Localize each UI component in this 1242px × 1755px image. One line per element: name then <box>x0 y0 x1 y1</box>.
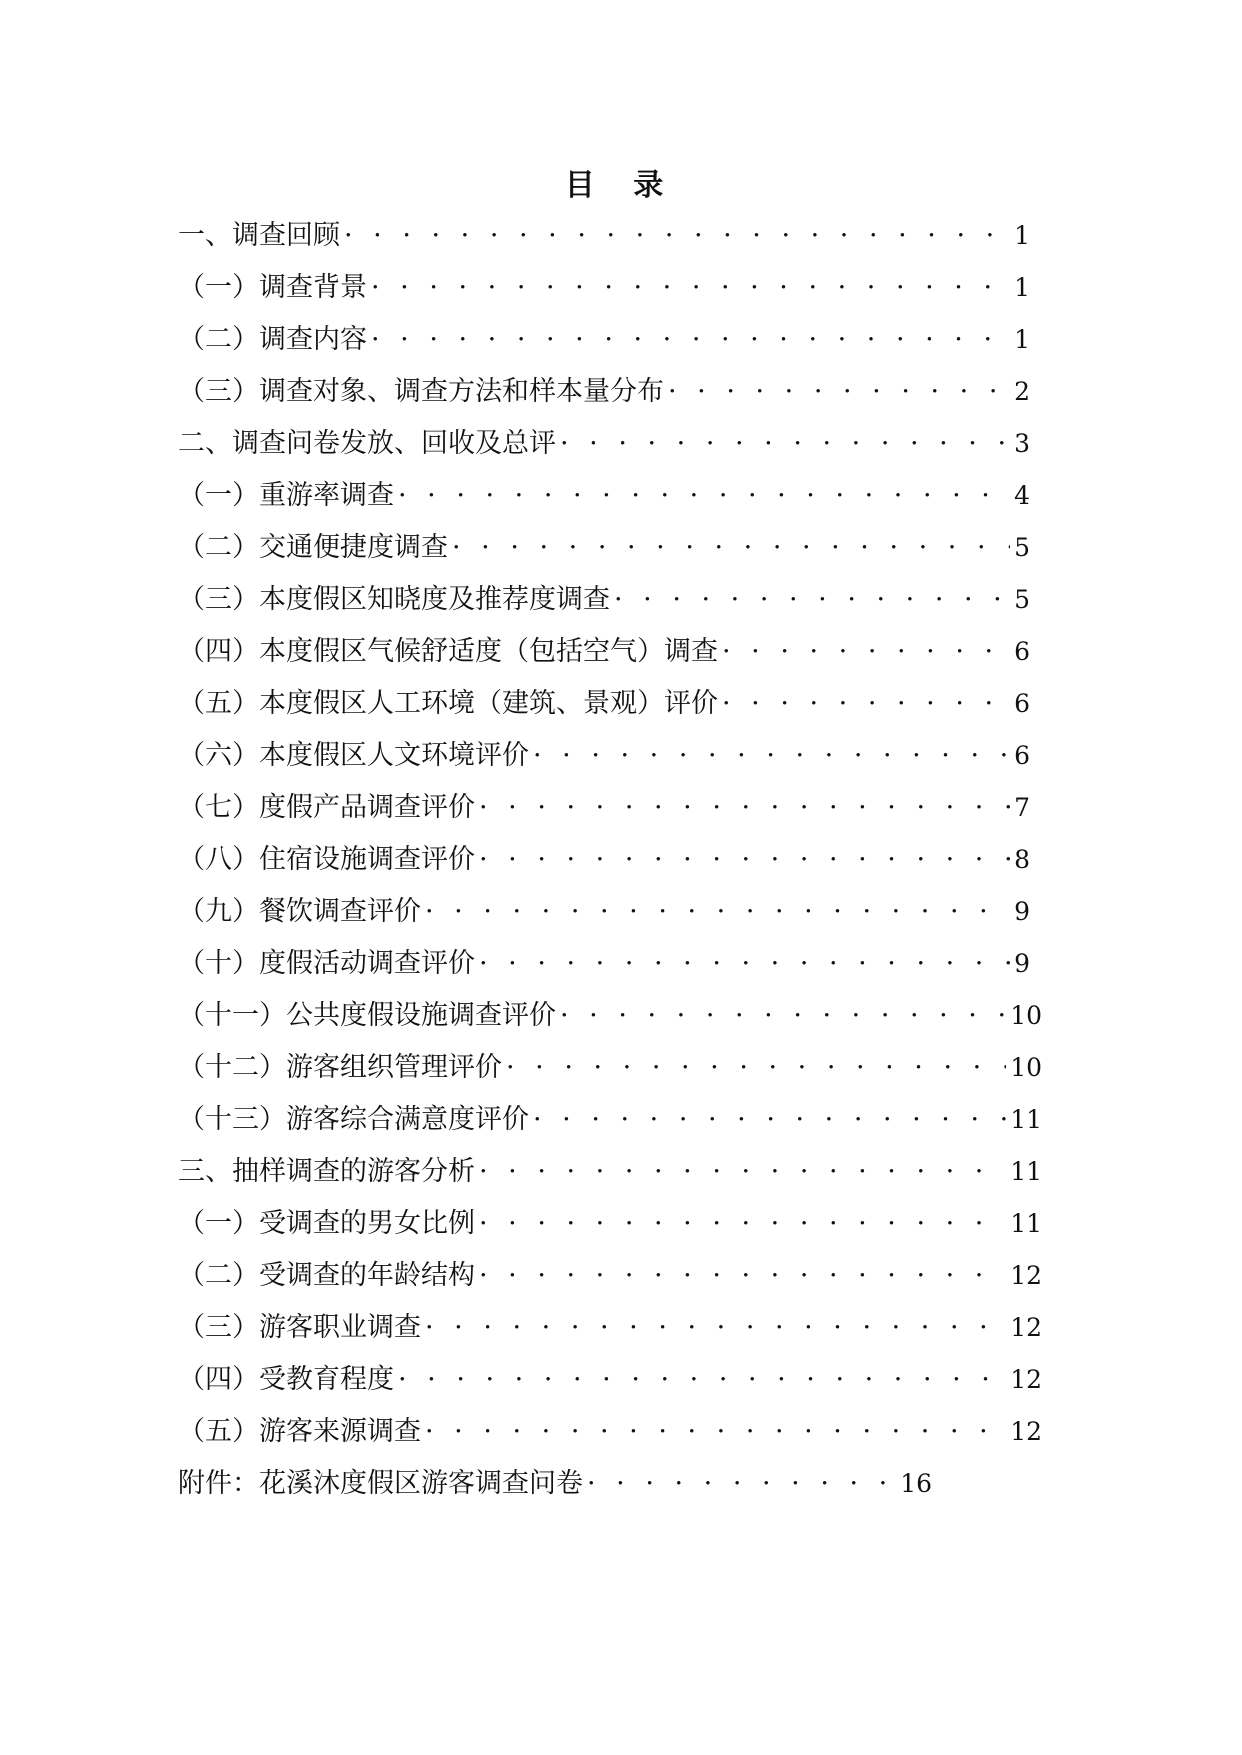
toc-leader-dots <box>425 892 1010 932</box>
toc-entry[interactable] <box>178 632 1030 672</box>
toc-entry[interactable] <box>178 944 1030 984</box>
toc-entry[interactable] <box>178 1464 932 1504</box>
toc-entry-label: （十）度假活动调查评价 <box>178 948 475 979</box>
toc-leader-dots <box>614 580 1010 620</box>
toc-entry-label: （一）受调查的男女比例 <box>178 1208 475 1239</box>
toc-entry[interactable] <box>178 424 1030 464</box>
toc-entry-label: （二）受调查的年龄结构 <box>178 1260 475 1291</box>
toc-entry[interactable] <box>178 996 1042 1036</box>
toc-entry-page: 2 <box>1014 377 1030 406</box>
toc-entry[interactable] <box>178 788 1030 828</box>
toc-entry-label: （二）交通便捷度调查 <box>178 532 448 563</box>
toc-entry[interactable] <box>178 684 1030 724</box>
toc-entry-label: （七）度假产品调查评价 <box>178 792 475 823</box>
toc-leader-dots <box>479 840 1010 880</box>
toc-entry-page: 16 <box>900 1469 932 1498</box>
toc-entry-label: （一）调查背景 <box>178 272 367 303</box>
toc-leader-dots <box>722 632 1010 672</box>
toc-leader-dots <box>398 1360 1006 1400</box>
toc-leader-dots <box>425 1412 1006 1452</box>
toc-entry-page: 5 <box>1014 533 1030 562</box>
toc-entry-page: 6 <box>1014 741 1030 770</box>
toc-leader-dots <box>479 788 1010 828</box>
toc-entry-page: 12 <box>1010 1313 1042 1342</box>
toc-entry-label: （五）游客来源调查 <box>178 1416 421 1447</box>
toc-entry[interactable] <box>178 1152 1042 1192</box>
toc-entry-label: （五）本度假区人工环境（建筑、景观）评价 <box>178 688 718 719</box>
toc-entry-label: （四）本度假区气候舒适度（包括空气）调查 <box>178 636 718 667</box>
toc-entry-page: 5 <box>1014 585 1030 614</box>
toc-leader-dots <box>533 736 1010 776</box>
toc-leader-dots <box>452 528 1010 568</box>
toc-entry-label: （二）调查内容 <box>178 324 367 355</box>
toc-leader-dots <box>560 996 1006 1036</box>
toc-entry-page: 10 <box>1010 1053 1042 1082</box>
toc-entry[interactable] <box>178 1412 1042 1452</box>
toc-entry-page: 9 <box>1014 897 1030 926</box>
toc-entry[interactable] <box>178 892 1030 932</box>
toc-entry[interactable] <box>178 372 1030 412</box>
toc-entry[interactable] <box>178 528 1030 568</box>
toc-leader-dots <box>668 372 1010 412</box>
toc-entry[interactable] <box>178 1308 1042 1348</box>
toc-leader-dots <box>398 476 1010 516</box>
toc-leader-dots <box>560 424 1010 464</box>
toc-entry-page: 3 <box>1014 429 1030 458</box>
toc-entry-label: （八）住宿设施调查评价 <box>178 844 475 875</box>
toc-leader-dots <box>479 1152 1006 1192</box>
toc-entry-label: （三）游客职业调查 <box>178 1312 421 1343</box>
toc-leader-dots <box>479 1256 1006 1296</box>
toc-entry-page: 9 <box>1014 949 1030 978</box>
toc-entry-label: （十三）游客综合满意度评价 <box>178 1104 529 1135</box>
toc-title: 目 录 <box>564 168 678 203</box>
toc-entry-label: 二、调查问卷发放、回收及总评 <box>178 428 556 459</box>
toc-entry[interactable] <box>178 1204 1042 1244</box>
toc-entry-page: 4 <box>1014 481 1030 510</box>
toc-entry-page: 12 <box>1010 1261 1042 1290</box>
toc-entry-page: 10 <box>1010 1001 1042 1030</box>
toc-leader-dots <box>479 944 1010 984</box>
toc-entry-page: 7 <box>1014 793 1030 822</box>
toc-leader-dots <box>371 268 1010 308</box>
toc-entry-label: （三）调查对象、调查方法和样本量分布 <box>178 376 664 407</box>
toc-entry-page: 11 <box>1010 1105 1042 1134</box>
toc-entry-page: 6 <box>1014 637 1030 666</box>
toc-entry-label: （九）餐饮调查评价 <box>178 896 421 927</box>
toc-entry[interactable] <box>178 840 1030 880</box>
toc-entry[interactable] <box>178 320 1030 360</box>
toc-leader-dots <box>479 1204 1006 1244</box>
toc-entry[interactable] <box>178 736 1030 776</box>
toc-entry-page: 6 <box>1014 689 1030 718</box>
toc-entry[interactable] <box>178 476 1030 516</box>
toc-leader-dots <box>722 684 1010 724</box>
toc-leader-dots <box>344 216 1010 256</box>
toc-entry-page: 11 <box>1010 1209 1042 1238</box>
toc-entry[interactable] <box>178 580 1030 620</box>
toc-leader-dots <box>425 1308 1006 1348</box>
toc-entry-page: 12 <box>1010 1417 1042 1446</box>
toc-entry-label: （一）重游率调查 <box>178 480 394 511</box>
toc-entry[interactable] <box>178 1360 1042 1400</box>
toc-entry-page: 1 <box>1014 273 1030 302</box>
toc-entry-label: （十二）游客组织管理评价 <box>178 1052 502 1083</box>
toc-leader-dots <box>533 1100 1006 1140</box>
toc-entry-label: （四）受教育程度 <box>178 1364 394 1395</box>
toc-entry-label: （三）本度假区知晓度及推荐度调查 <box>178 584 610 615</box>
toc-entry-page: 1 <box>1014 221 1030 250</box>
toc-entry[interactable] <box>178 268 1030 308</box>
toc-entry[interactable] <box>178 216 1030 256</box>
toc-entry-label: （十一）公共度假设施调查评价 <box>178 1000 556 1031</box>
toc-entry-label: 一、调查回顾 <box>178 220 340 251</box>
toc-entry[interactable] <box>178 1048 1042 1088</box>
toc-entry-label: （六）本度假区人文环境评价 <box>178 740 529 771</box>
toc-entry-page: 1 <box>1014 325 1030 354</box>
toc-entry-page: 12 <box>1010 1365 1042 1394</box>
toc-entry-page: 8 <box>1014 845 1030 874</box>
toc-leader-dots <box>371 320 1010 360</box>
toc-entry[interactable] <box>178 1256 1042 1296</box>
toc-entry-label: 三、抽样调查的游客分析 <box>178 1156 475 1187</box>
toc-entry-label: 附件：花溪沐度假区游客调查问卷 <box>178 1468 583 1499</box>
toc-entry-page: 11 <box>1010 1157 1042 1186</box>
toc-leader-dots <box>506 1048 1006 1088</box>
toc-entry[interactable] <box>178 1100 1042 1140</box>
toc-leader-dots <box>587 1464 896 1504</box>
